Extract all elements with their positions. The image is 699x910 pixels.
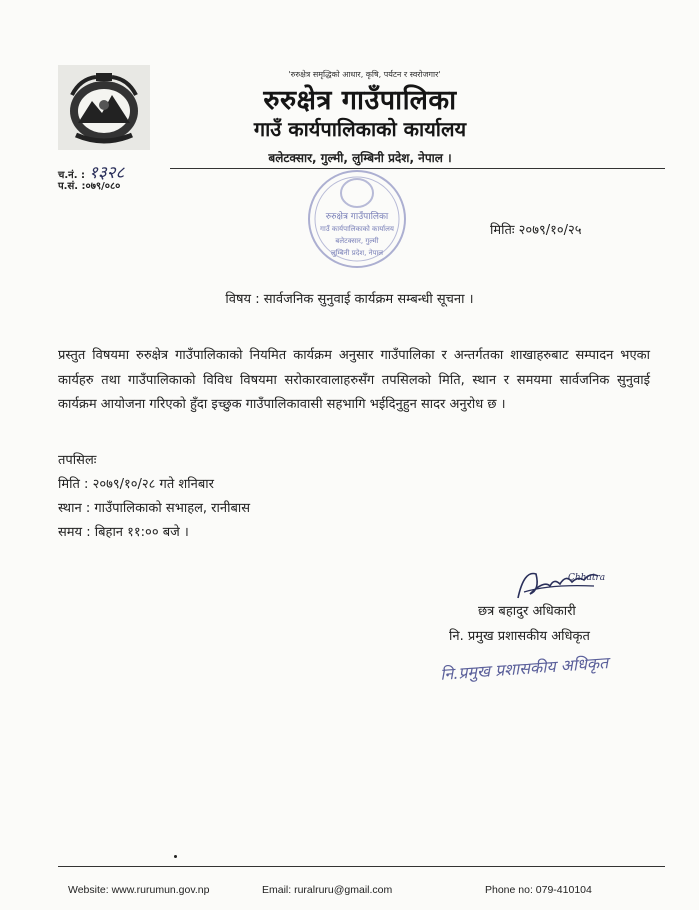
footer-email: Email: ruralruru@gmail.com	[262, 884, 393, 896]
footer-website: Website: www.rurumun.gov.np	[68, 884, 210, 896]
ps-value: ०७९/०८०	[85, 181, 121, 192]
detail-place: स्थान : गाउँपालिकाको सभाहल, रानीबास	[58, 501, 251, 516]
signatory-title: नि. प्रमुख प्रशासकीय अधिकृत	[449, 629, 590, 644]
stray-dot	[174, 855, 177, 858]
letter-subject: विषय : सार्वजनिक सुनुवाई कार्यक्रम सम्बन्धी सूचना ।	[225, 292, 474, 307]
letter-date: मितिः २०७९/१०/२५	[490, 223, 582, 238]
stamp-line-3: बलेटक्सार, गुल्मी	[335, 237, 379, 245]
office-address: बलेटक्सार, गुल्मी, लुम्बिनी प्रदेश, नेपाल ।	[268, 151, 452, 165]
footer-phone: Phone no: 079-410104	[485, 884, 592, 896]
detail-date: मिति : २०७९/१०/२८ गते शनिबार	[58, 477, 214, 492]
municipality-title: रुरुक्षेत्र गाउँपालिका	[263, 85, 457, 116]
cha-number: १३२८	[88, 163, 125, 183]
detail-time: समय : बिहान ११:०० बजे ।	[58, 525, 189, 540]
cha-label: च.नं. :	[58, 170, 85, 181]
signatory-name: छत्र बहादुर अधिकारी	[478, 604, 576, 619]
header-tagline: 'रुरुक्षेत्र समृद्धिको आधार, कृषि, पर्यटन र स्वरोजगार'	[288, 70, 441, 79]
office-stamp	[300, 163, 415, 275]
signatory-stamp: नि.प्रमुख प्रशासकीय अधिकृत	[439, 653, 609, 684]
stamp-line-4: लुम्बिनी प्रदेश, नेपाल	[330, 249, 384, 257]
handwritten-signature	[510, 560, 605, 605]
header-divider	[170, 168, 665, 169]
ps-line	[58, 178, 120, 192]
details-heading: तपसिलः	[58, 453, 97, 468]
ps-label: प.सं. :	[58, 181, 86, 192]
footer-divider	[58, 866, 665, 867]
office-title: गाउँ कार्यपालिकाको कार्यालय	[253, 117, 467, 141]
stamp-line-1: रुरुक्षेत्र गाउँपालिका	[325, 212, 389, 222]
signature-text: Chhatra	[568, 573, 605, 583]
letter-body: प्रस्तुत विषयमा रुरुक्षेत्र गाउँपालिकाको नियमित कार्यक्रम अनुसार गाउँपालिका र अन्तर्गतका शाखाहरुबाट सम्पादन भएका कार्यहरु तथा गाउँपालिकाको विविध विषयमा सरोकारवालाहरुसँग तपसिलको मिति, स्थान र समयमा सार्वजनिक सुनुवाई कार्यक्रम आयोजना गरिएको हुँदा इच्छुक गाउँपालिकावासी सहभागि भईदिनुहुन सादर अनुरोध छ ।	[58, 348, 650, 412]
details-block	[58, 449, 250, 545]
stamp-line-2: गाउँ कार्यपालिकाको कार्यालय	[320, 225, 394, 233]
